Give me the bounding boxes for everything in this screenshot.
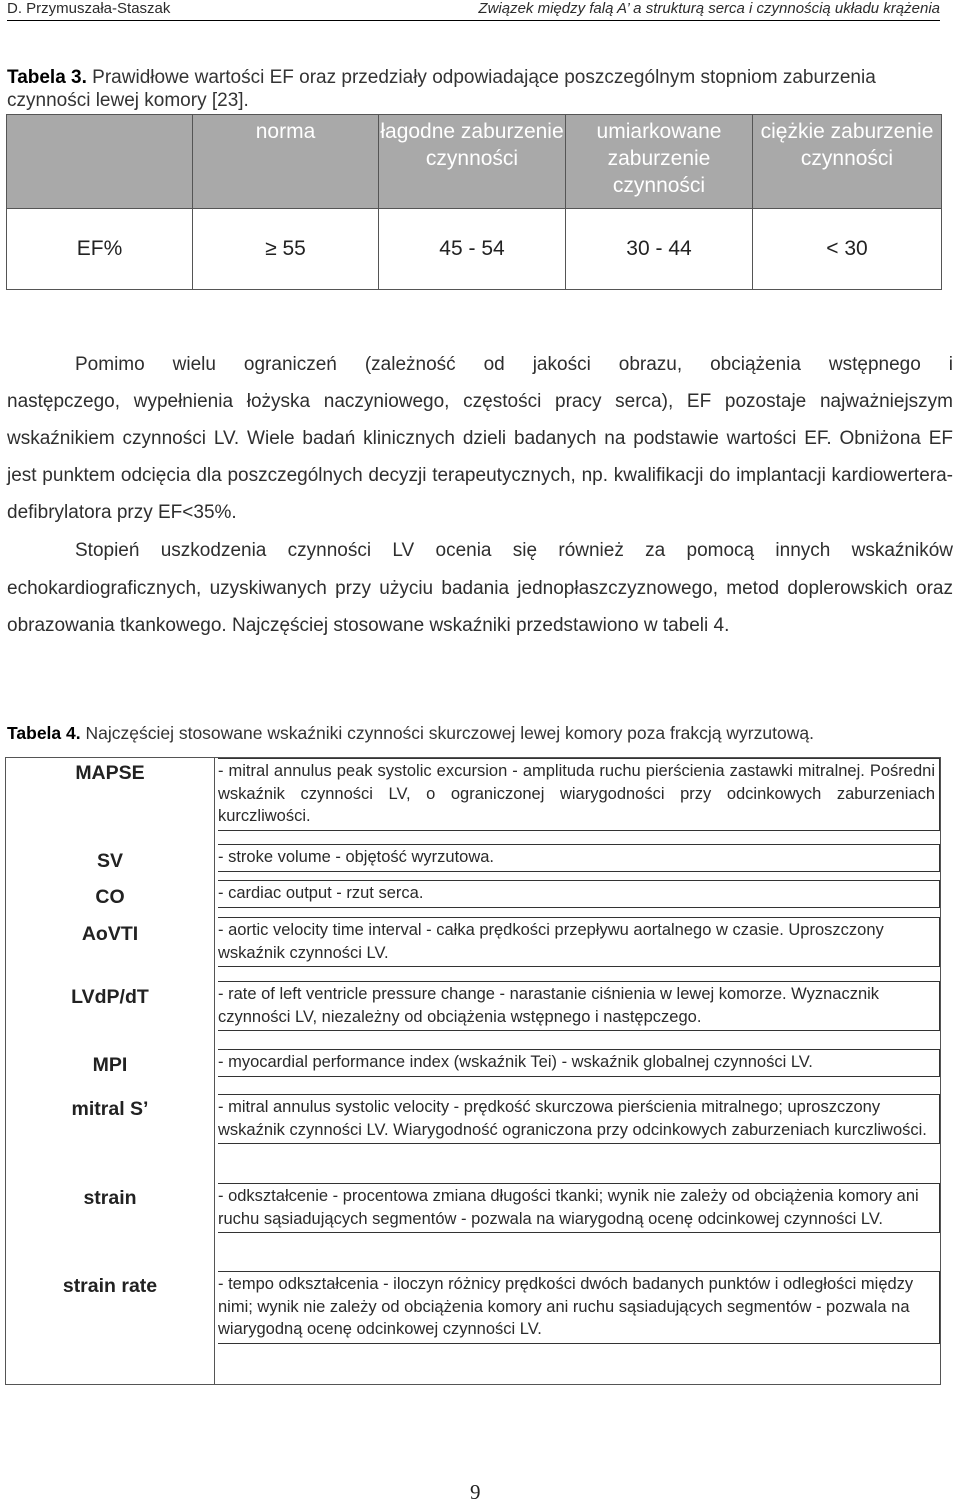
ef-table-header-moderate: umiarkowane zaburzenie czynności (566, 115, 753, 209)
table3-caption (7, 66, 953, 112)
paragraph-other-indices: Stopień uszkodzenia czynności LV ocenia się również za pomocą innych wskaźników echokardiograficznych, uzyskiwanych przy użyciu badania jednopłaszczyznowego, metod doplerowskich oraz obrazowania tkankowego. Najczęściej stosowane wskaźniki przedstawiono w tabeli 4. (7, 540, 953, 636)
ef-table-row (7, 209, 942, 290)
ef-table-header-norma: norma (193, 115, 379, 209)
ef-table-cell-severe: < 30 (753, 209, 942, 290)
paragraph-ef-limitations-line1: Pomimo wielu ograniczeń (zależność od jakości obrazu, obciążenia wstępnego i (75, 354, 953, 375)
ef-table-cell-norma: ≥ 55 (193, 209, 379, 290)
index-description: - aortic velocity time interval - całka prędkości przepływu aortalnego w czasie. Uproszczony wskaźnik czynności LV. (218, 917, 940, 967)
index-description: - myocardial performance index (wskaźnik Tei) - wskaźnik globalnej czynności LV. (218, 1049, 940, 1077)
table4-caption-text: Najczęściej stosowane wskaźniki czynności skurczowej lewej komory poza frakcją wyrzutową. (80, 723, 814, 743)
table4-caption (7, 723, 814, 744)
table4-label: Tabela 4. (7, 723, 81, 743)
ef-table-header-empty (7, 115, 193, 209)
index-abbr: MAPSE (75, 762, 145, 784)
page-number: 9 (470, 1480, 481, 1504)
indices-table (5, 757, 941, 1385)
running-head-title: Związek między falą A’ a strukturą serca i czynnością układu krążenia (478, 0, 940, 17)
index-abbr: AoVTI (81, 923, 139, 945)
index-description: - cardiac output - rzut serca. (218, 880, 940, 908)
index-abbr: LVdP/dT (71, 986, 149, 1008)
ef-table-header-row (7, 115, 942, 209)
index-description: - mitral annulus peak systolic excursion - amplituda ruchu pierścienia zastawki mitralnej. Pośredni wskaźnik czynności LV, o ograniczonej wiarygodności przy odcinkowych zaburzeniach kurczliwości. (218, 758, 940, 831)
index-description: - rate of left ventricle pressure change - narastanie ciśnienia w lewej komorze. Wyznacznik czynności LV, niezależny od obciążenia wstępnego i następczego. (218, 981, 940, 1031)
ef-table-header-mild: łagodne zaburzenie czynności (379, 115, 566, 209)
index-abbr: strain (83, 1187, 137, 1209)
ef-table-cell-moderate: 30 - 44 (566, 209, 753, 290)
table3-caption-text: Prawidłowe wartości EF oraz przedziały odpowiadające poszczególnym stopniom zaburzenia czynności lewej komory [23]. (7, 67, 876, 111)
ef-table-cell-label: EF% (7, 209, 193, 290)
index-description: - stroke volume - objętość wyrzutowa. (218, 844, 940, 872)
index-description: - mitral annulus systolic velocity - prędkość skurczowa pierścienia mitralnego; uproszczony wskaźnik czynności LV. Wiarygodność ograniczona przy odcinkowych zaburzeniach kurczliwości. (218, 1094, 940, 1144)
index-description: - tempo odkształcenia - iloczyn różnicy prędkości dwóch badanych punktów i odległości między nimi; wynik nie zależy od obciążenia komory ani ruchu sąsiadujących segmentów - pozwala na wiarygodną ocenę odcinkowej czynności LV. (218, 1271, 940, 1344)
running-head (7, 0, 940, 21)
index-abbr: strain rate (62, 1275, 158, 1297)
paragraph-ef-limitations-rest: następczego, wypełnienia łożyska naczyniowego, częstości pracy serca), EF pozostaje najważniejszym wskaźnikiem czynności LV. Wiele badań klinicznych dzieli badanych na podstawie wartości EF. Obniżona EF jest punktem odcięcia dla poszczególnych decyzji terapeutycznych, np. kwalifikacji do implantacji kardiowertera-defibrylatora przy EF<35%. (7, 391, 953, 523)
index-abbr: MPI (92, 1054, 128, 1076)
index-abbr: mitral S’ (71, 1098, 149, 1120)
ef-table (6, 114, 942, 290)
ef-table-cell-mild: 45 - 54 (379, 209, 566, 290)
indices-table-divider (214, 758, 215, 1384)
paragraph-ef-limitations (7, 346, 953, 531)
ef-table-header-severe: ciężkie zaburzenie czynności (753, 115, 942, 209)
index-abbr: SV (96, 850, 123, 872)
index-description: - odkształcenie - procentowa zmiana długości tkanki; wynik nie zależy od obciążenia komory ani ruchu sąsiadujących segmentów - pozwala na wiarygodną ocenę odcinkowej czynności LV. (218, 1183, 940, 1233)
index-abbr: CO (95, 886, 125, 908)
running-head-author: D. Przymuszała-Staszak (7, 0, 171, 17)
table3-label: Tabela 3. (7, 67, 87, 88)
